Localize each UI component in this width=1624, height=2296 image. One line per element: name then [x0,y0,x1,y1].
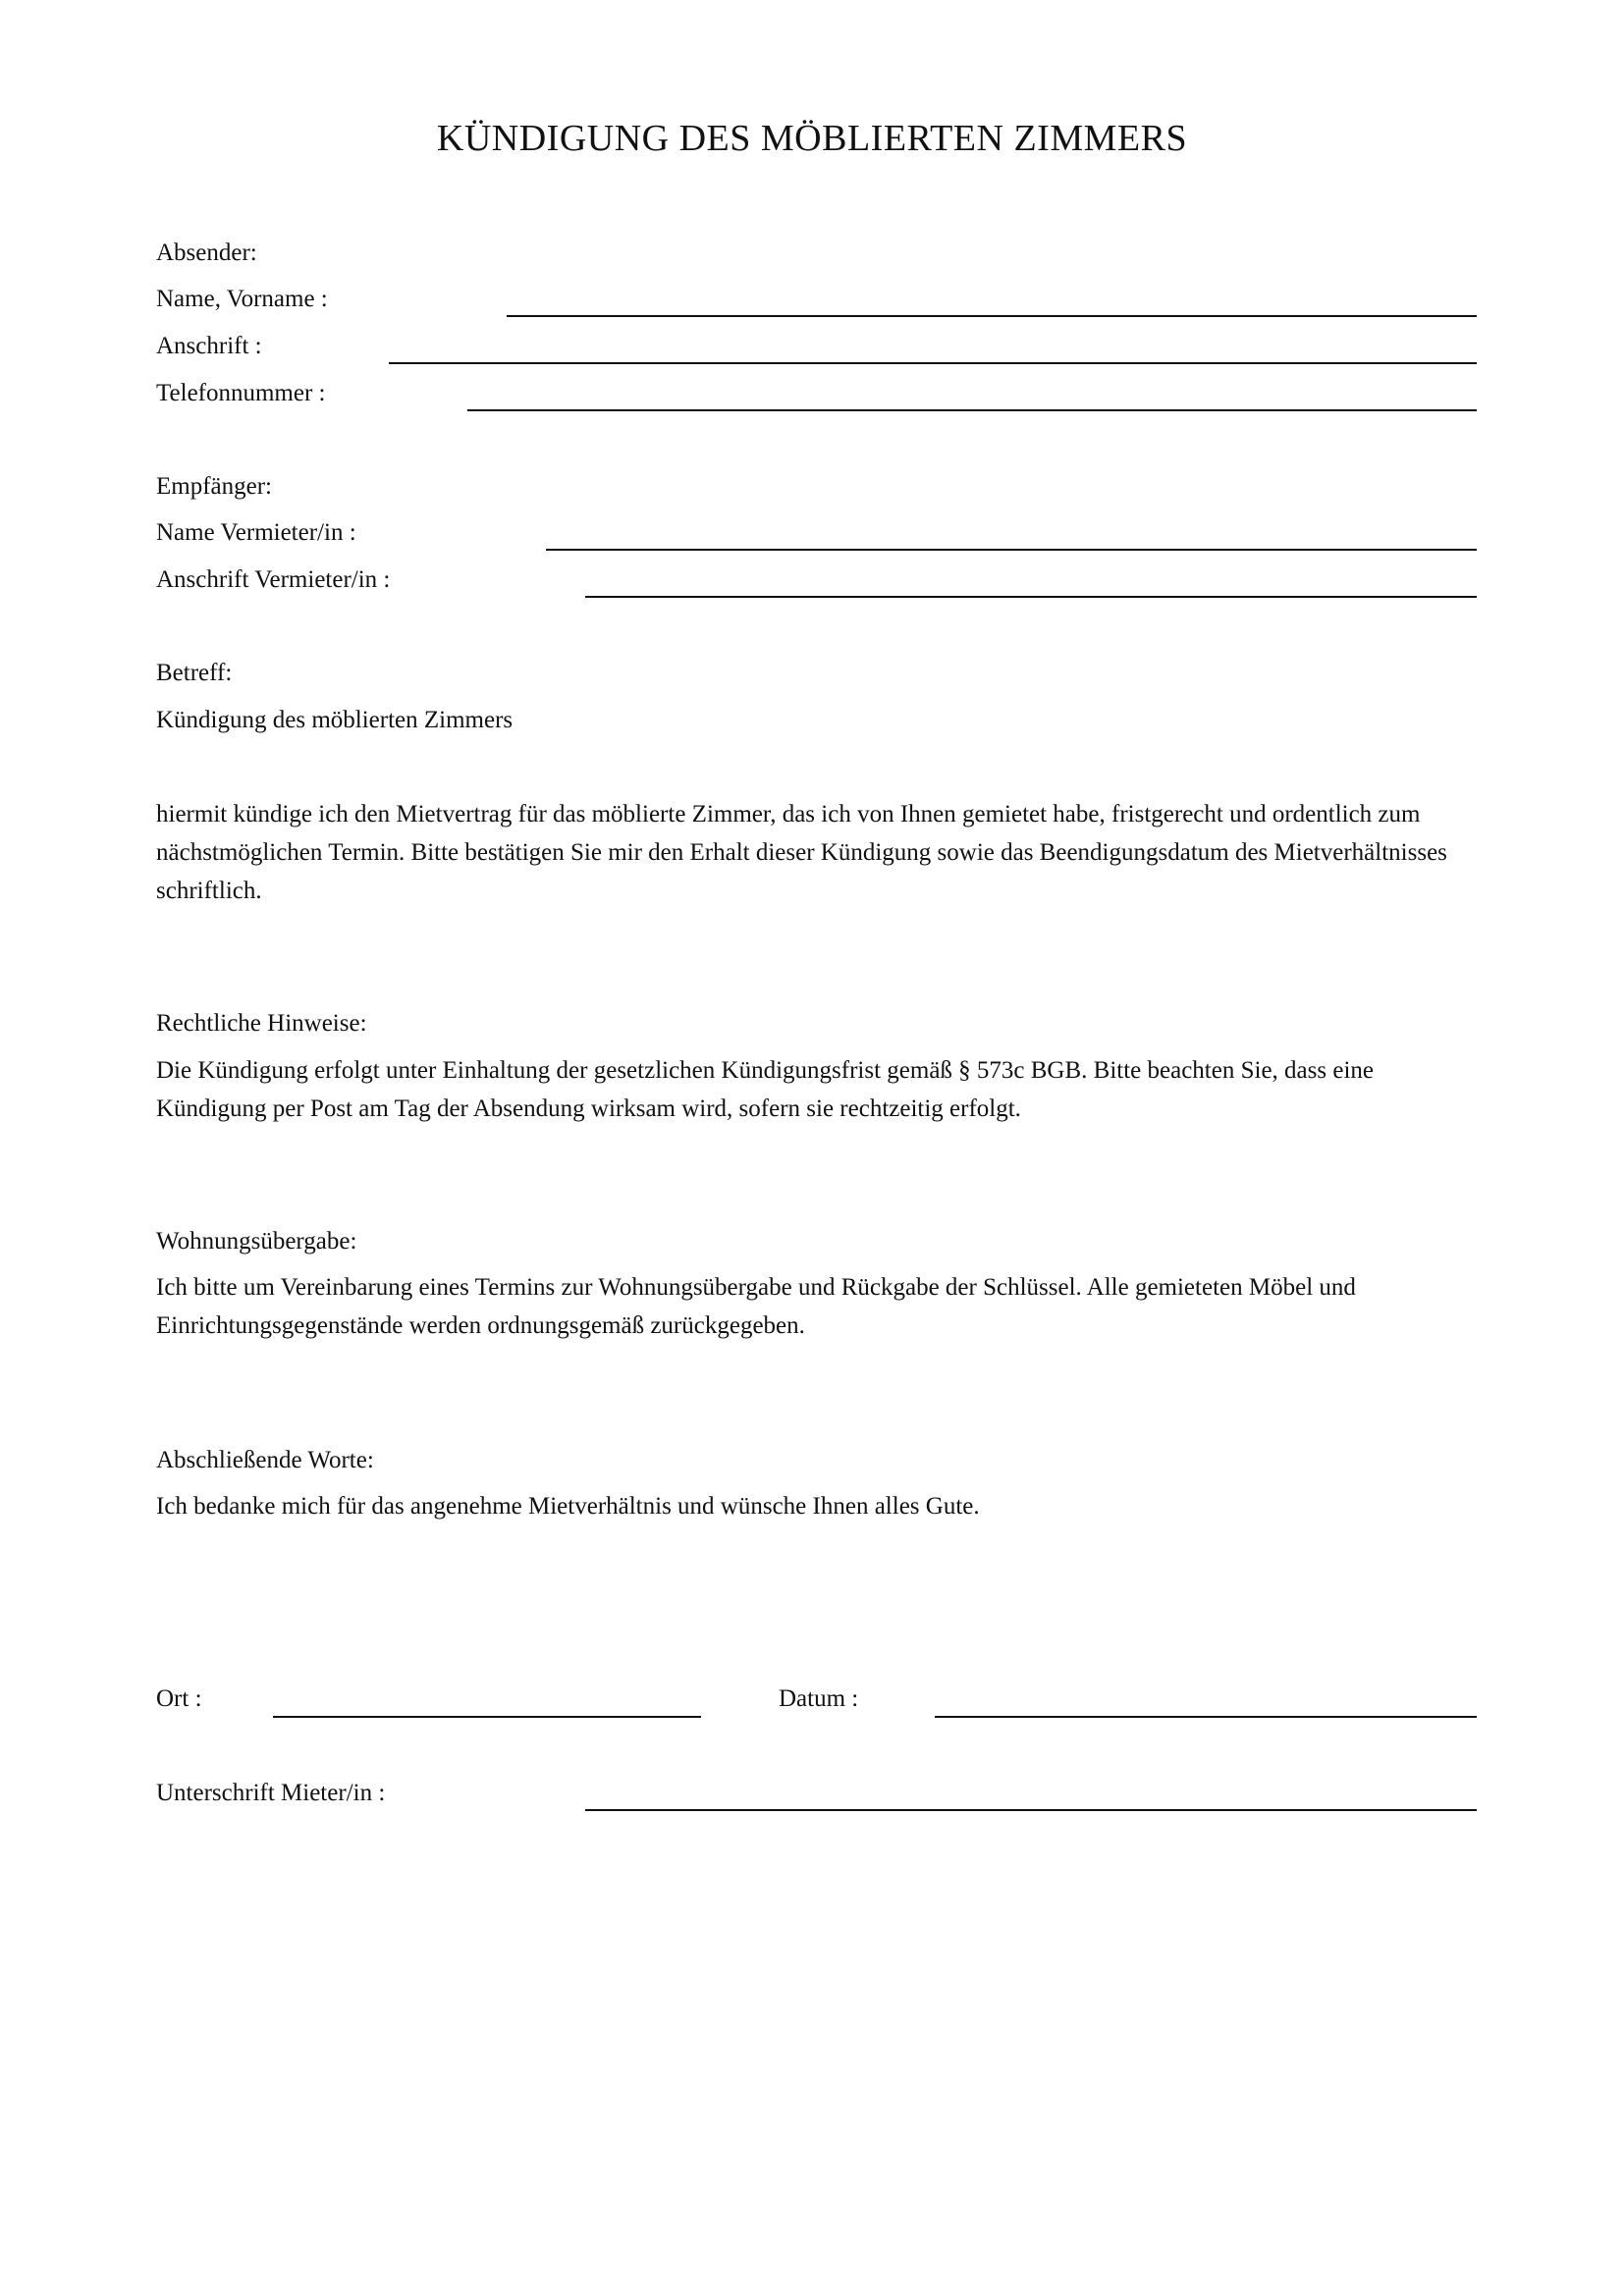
document-title: KÜNDIGUNG DES MÖBLIERTEN ZIMMERS [436,118,1188,159]
legal-paragraph: Die Kündigung erfolgt unter Einhaltung der gesetzlichen Kündigungsfrist gemäß § 573c BGB. Bitte beachten Sie, dass eine Kündigung per Post am Tag der Absendung wirksam wird, sofern sie rechtzeitig erfolgt. [156,1057,1374,1122]
sender-address-label: Anschrift : [156,333,262,359]
legal-heading: Rechtliche Hinweise: [156,1010,367,1037]
place-field[interactable] [273,1716,701,1718]
signature-label: Unterschrift Mieter/in : [156,1780,386,1806]
landlord-name-label: Name Vermieter/in : [156,519,356,546]
sender-name-label: Name, Vorname : [156,286,328,312]
landlord-name-field[interactable] [546,549,1477,551]
sender-address-field[interactable] [389,362,1477,364]
closing-heading: Abschließende Worte: [156,1447,374,1473]
signature-field[interactable] [585,1809,1477,1811]
sender-heading: Absender: [156,240,257,266]
landlord-address-field[interactable] [585,596,1477,598]
sender-phone-field[interactable] [467,409,1477,411]
landlord-address-label: Anschrift Vermieter/in : [156,566,391,593]
handover-paragraph: Ich bitte um Vereinbarung eines Termins zur Wohnungsübergabe und Rückgabe der Schlüssel. Alle gemieteten Möbel und Einrichtungsgegenstände werden ordnungsgemäß zurückgegeben. [156,1274,1356,1339]
date-label: Datum : [779,1685,859,1712]
subject-text: Kündigung des möblierten Zimmers [156,707,514,733]
date-field[interactable] [935,1716,1477,1718]
closing-text: Ich bedanke mich für das angenehme Mietverhältnis und wünsche Ihnen alles Gute. [156,1493,980,1520]
place-label: Ort : [156,1685,202,1712]
recipient-heading: Empfänger: [156,473,273,500]
subject-heading: Betreff: [156,660,233,686]
sender-phone-label: Telefonnummer : [156,380,326,406]
sender-name-field[interactable] [507,315,1477,317]
handover-heading: Wohnungsübergabe: [156,1228,357,1255]
body-paragraph: hiermit kündige ich den Mietvertrag für das möblierte Zimmer, das ich von Ihnen gemietet habe, fristgerecht und ordentlich zum nächstmöglichen Termin. Bitte bestätigen Sie mir den Erhalt dieser Kündigung sowie das Beendigungsdatum des Mietverhältnisses schriftlich. [156,801,1447,904]
